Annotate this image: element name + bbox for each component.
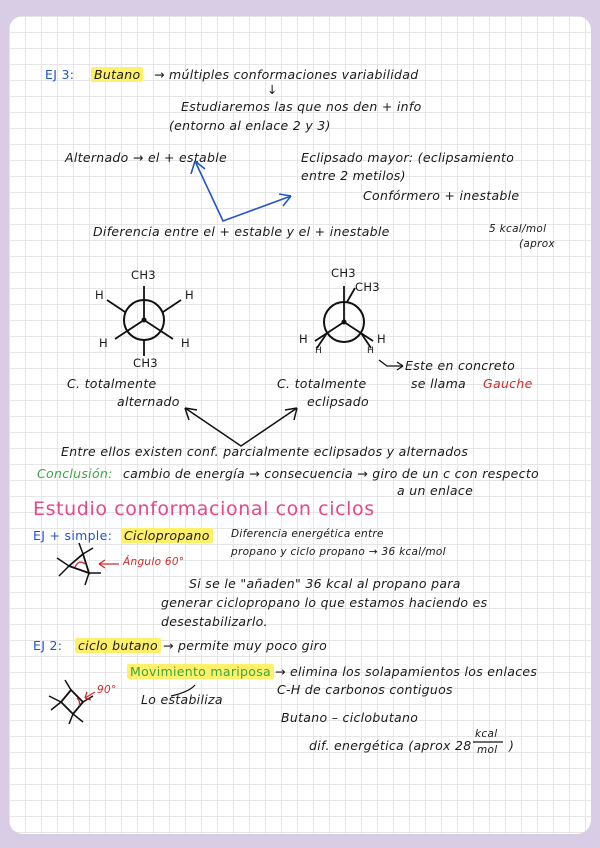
eclipsado-line2: entre 2 metilos) <box>301 168 406 183</box>
newman-left-caption-1: C. totalmente <box>67 376 157 391</box>
ciclopropano-diff-1: Diferencia energética entre <box>231 528 384 540</box>
down-arrow: ↓ <box>267 82 278 97</box>
ciclobutano-elim-2: C-H de carbonos contiguos <box>277 682 453 697</box>
newman-left-h-left: H <box>95 288 104 302</box>
ciclobutano-giro: → permite muy poco giro <box>163 638 328 653</box>
ciclopropano-topic: Ciclopropano <box>121 528 213 543</box>
ciclopropano-p1: Si se le "añaden" 36 kcal al propano para <box>189 576 461 591</box>
gauche-word: Gauche <box>483 376 533 391</box>
newman-right-ch3-top: CH3 <box>331 266 356 280</box>
conclusion-label: Conclusión: <box>37 466 113 481</box>
gauche-note-2: se llama <box>411 376 467 391</box>
notebook-page <box>9 16 591 834</box>
fraction-bar <box>9 16 591 834</box>
newman-left-h-right: H <box>185 288 194 302</box>
section-heading: Estudio conformacional con ciclos <box>33 498 375 520</box>
newman-left-h-br: H <box>181 336 190 350</box>
ciclobutano-dif: dif. energética (aprox 28 <box>309 738 472 753</box>
diferencia-text: Diferencia entre el + estable y el + inestable <box>93 224 390 239</box>
ciclobutano-estabiliza: Lo estabiliza <box>141 692 223 707</box>
newman-right-caption-1: C. totalmente <box>277 376 367 391</box>
conclusion-text: cambio de energía → consecuencia → giro de un c con respecto <box>123 466 539 481</box>
newman-left-ch3-top: CH3 <box>131 268 156 282</box>
ciclopropano-diff-2: propano y ciclo propano → 36 kcal/mol <box>231 546 446 558</box>
newman-right-ch3-top2: CH3 <box>355 280 380 294</box>
diferencia-aprox: (aprox <box>519 238 555 250</box>
ciclopropano-p3: desestabilizarlo. <box>161 614 268 629</box>
ciclobutano-mov: Movimiento mariposa <box>127 664 274 679</box>
ciclobutano-unit-den: mol <box>477 744 498 756</box>
newman-left-caption-2: alternado <box>117 394 180 409</box>
ej3-line1: → múltiples conformaciones variabilidad <box>154 67 419 82</box>
ciclobutano-topic: ciclo butano <box>75 638 161 653</box>
newman-right-h-left2: H <box>315 346 323 356</box>
ej3-line3: (entorno al enlace 2 y 3) <box>169 118 331 133</box>
ciclobutano-unit-num: kcal <box>475 728 498 740</box>
ciclobutano-butano: Butano – ciclobutano <box>281 710 419 725</box>
newman-left-h-bl: H <box>99 336 108 350</box>
ej3-topic: Butano <box>91 67 143 82</box>
diferencia-value: 5 kcal/mol <box>489 223 547 235</box>
ej3-label: EJ 3: <box>45 67 75 82</box>
alternado-text: Alternado → el + estable <box>65 150 227 165</box>
newman-right-h-left: H <box>299 332 308 346</box>
ciclopropano-p2: generar ciclopropano lo que estamos haciendo es <box>161 595 488 610</box>
newman-right-h-right: H <box>377 332 386 346</box>
newman-right-h-right2: H <box>367 346 375 356</box>
eclipsado-line1: Eclipsado mayor: (eclipsamiento <box>301 150 515 165</box>
eclipsado-line3: Confórmero + inestable <box>363 188 520 203</box>
ciclobutano-close: ) <box>509 738 515 753</box>
ciclobutano-angle: 90° <box>97 684 117 696</box>
entre-text: Entre ellos existen conf. parcialmente eclipsados y alternados <box>61 444 469 459</box>
ciclobutano-elim-1: → elimina los solapamientos los enlaces <box>275 664 538 679</box>
ej3-line2: Estudiaremos las que nos den + info <box>181 99 422 114</box>
newman-left-ch3-bottom: CH3 <box>133 356 158 370</box>
ciclobutano-label: EJ 2: <box>33 638 63 653</box>
gauche-note-1: Este en concreto <box>405 358 516 373</box>
newman-right-caption-2: eclipsado <box>307 394 369 409</box>
ciclopropano-label: EJ + simple: <box>33 528 113 543</box>
conclusion-text2: a un enlace <box>397 483 474 498</box>
ciclopropano-angle: Ángulo 60° <box>123 556 185 568</box>
